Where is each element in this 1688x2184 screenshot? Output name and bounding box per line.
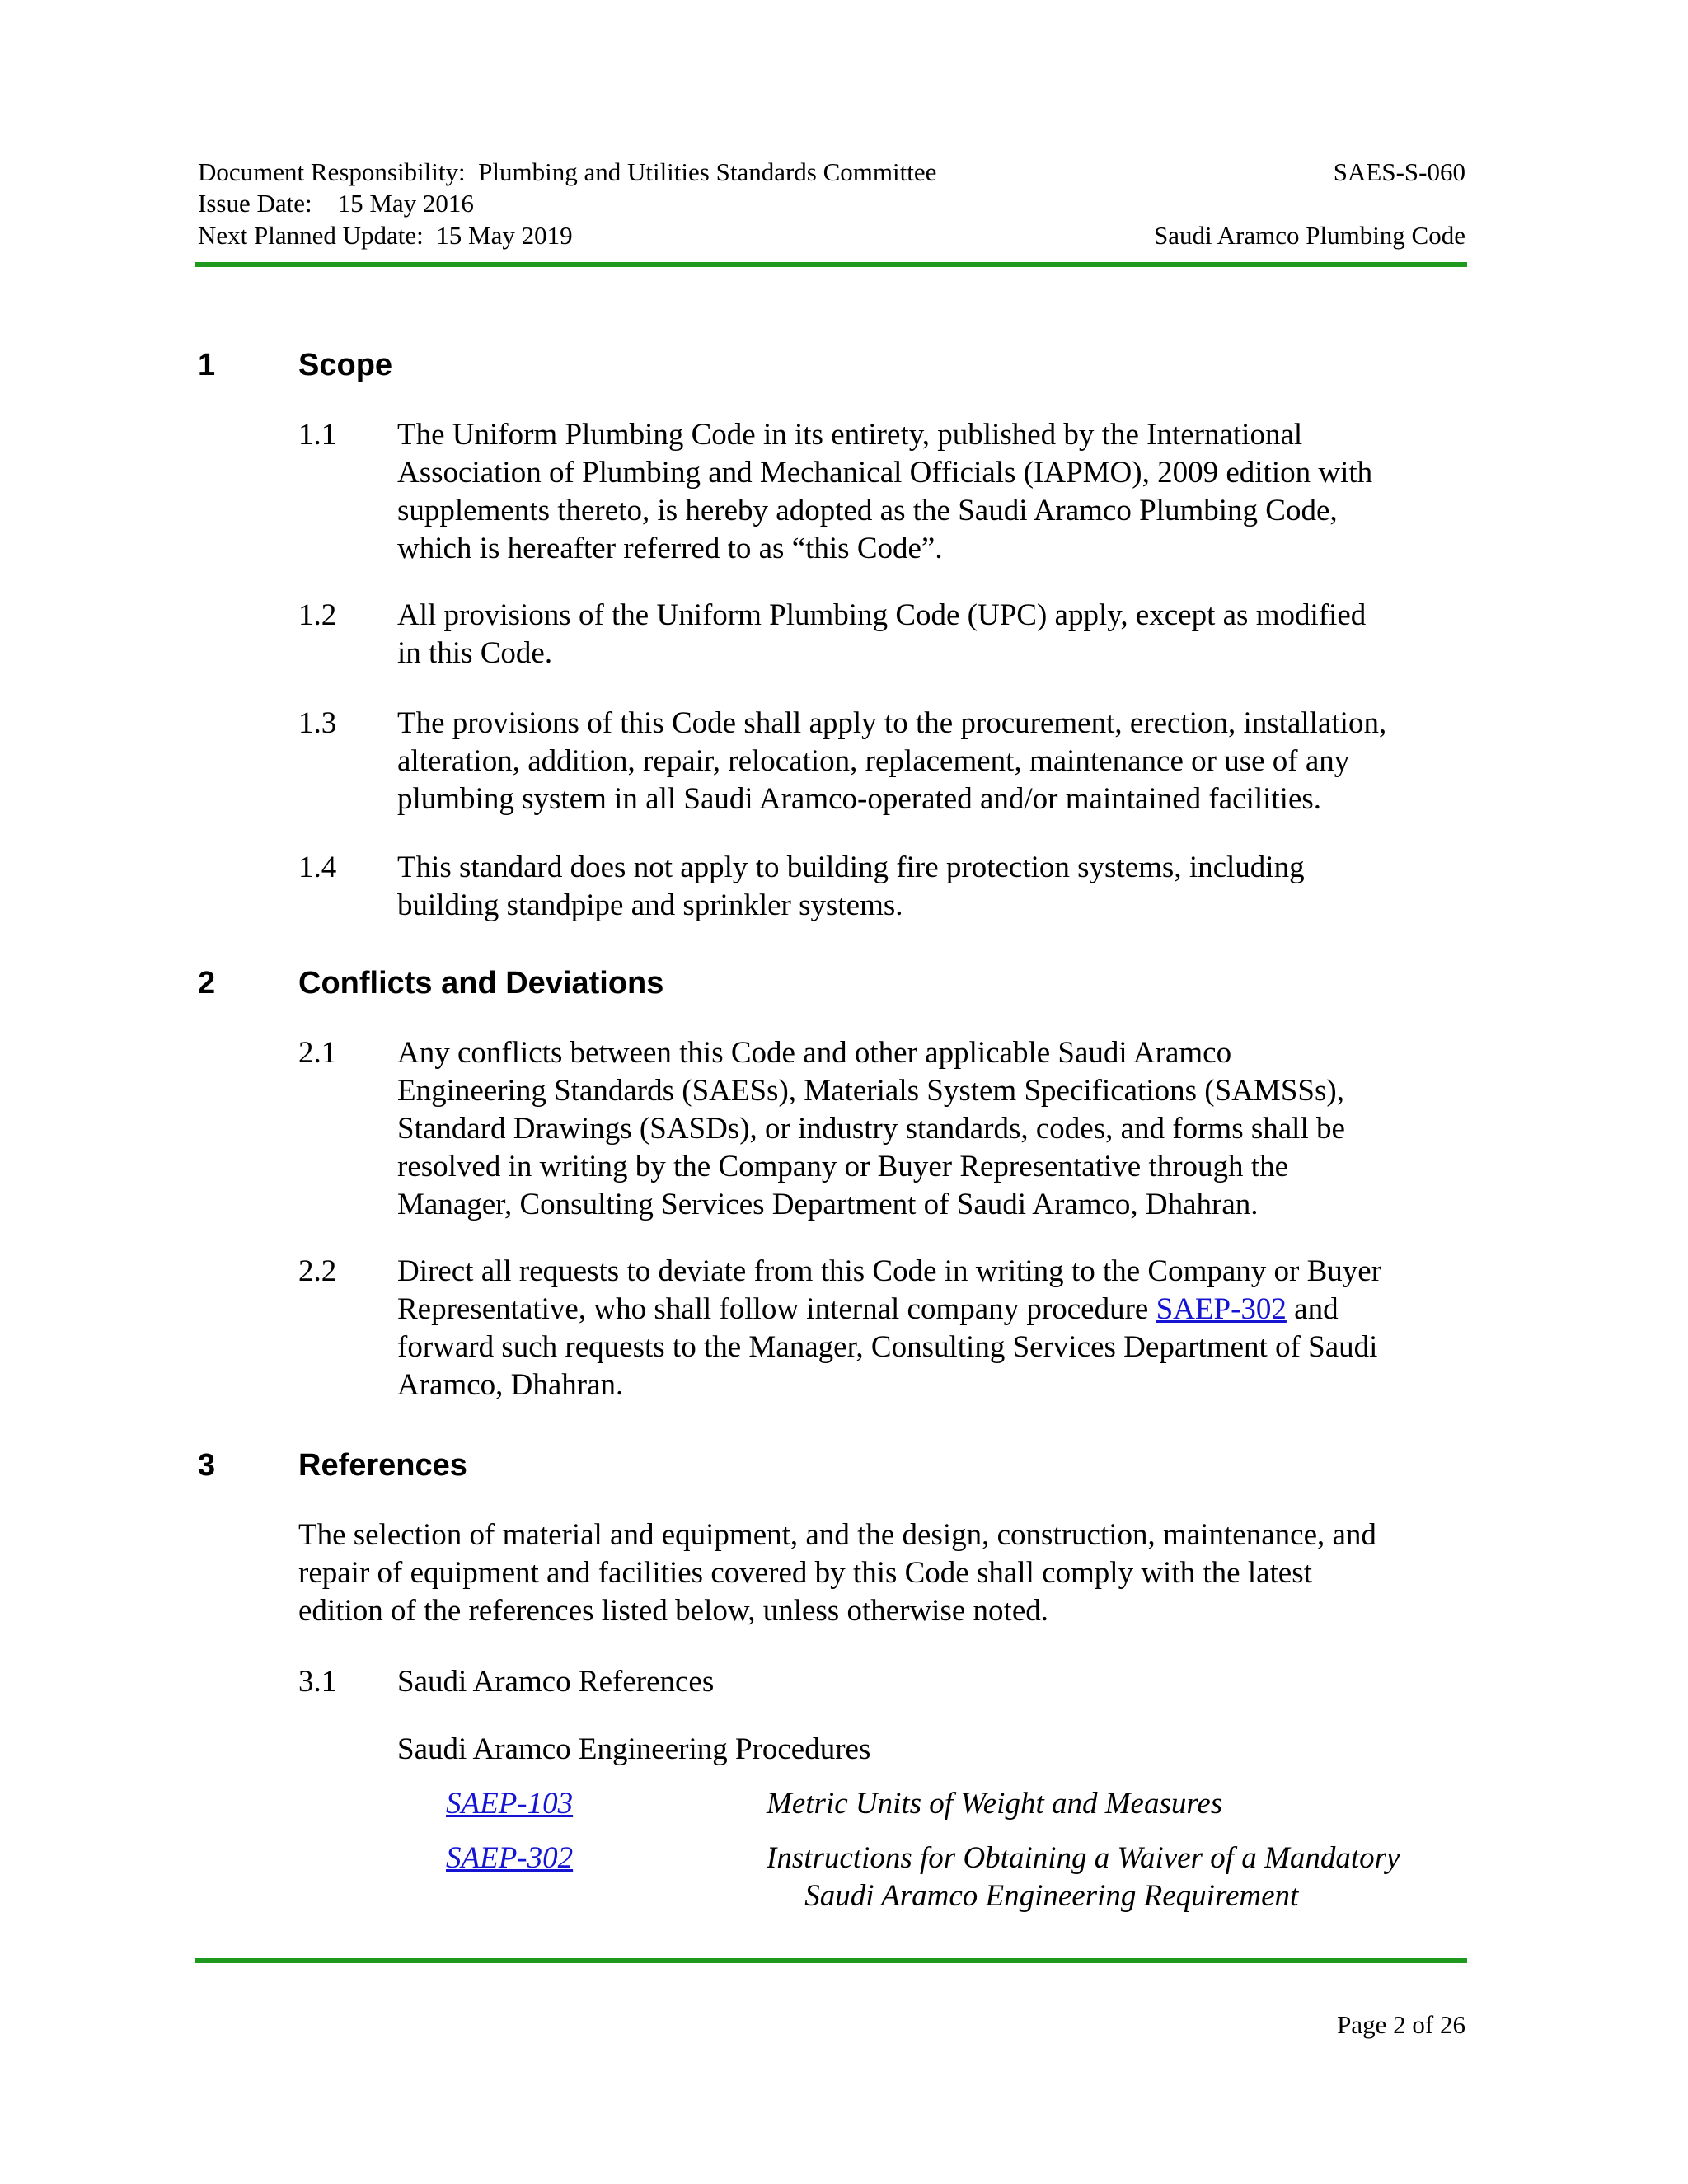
clause-number: 1.4 [298,851,337,884]
clause-text: Any conflicts between this Code and other applicable Saudi Aramco Engineering Standards (SAESs), Materials System Specifications (SAMSSs), Standard Drawings (SASDs), or industry standards, codes, and forms shall be resolved in writing by the Company or Buyer Representative through the Manager, Consulting Services Department of Saudi Aramco, Dhahran. [397,1036,1345,1221]
footer-rule [195,1958,1467,1963]
references-subheading: Saudi Aramco Engineering Procedures [397,1732,871,1766]
page-number: Page 2 of 26 [1337,2010,1465,2039]
clause-number: 3.1 [298,1665,337,1699]
clause-number: 1.1 [298,418,337,452]
section-title-scope: Scope [298,348,393,382]
saep-103-link[interactable]: SAEP-103 [446,1787,574,1821]
reference-title: Instructions for Obtaining a Waiver of a Mandatory Saudi Aramco Engineering Requirement [767,1841,1400,1913]
clause-text: All provisions of the Uniform Plumbing Code (UPC) apply, except as modified in this Code. [397,598,1367,670]
clause-text: This standard does not apply to building fire protection systems, including building standpipe and sprinkler systems. [397,851,1305,922]
references-intro: The selection of material and equipment, and the design, construction, maintenance, and repair of equipment and facilities covered by this Code shall comply with the latest edition of the references listed below, unless otherwise noted. [298,1518,1376,1628]
section-number: 1 [198,348,216,382]
clause-number: 2.2 [298,1254,337,1288]
clause-number: 1.2 [298,598,337,632]
clause-number: 1.3 [298,706,337,740]
clause-text-segment: Representative, who shall follow internal company procedure [397,1292,1156,1326]
section-title-references: References [298,1448,467,1483]
header-rule [195,262,1467,267]
next-planned-update: Next Planned Update: 15 May 2019 [198,221,573,250]
document-title: Saudi Aramco Plumbing Code [1153,221,1465,250]
saep-302-link[interactable]: SAEP-302 [1156,1292,1287,1326]
section-number: 3 [198,1448,216,1483]
reference-title: Metric Units of Weight and Measures [767,1787,1223,1821]
clause-text-line: forward such requests to the Manager, Consulting Services Department of Saudi [397,1330,1378,1364]
clause-text-line [397,1291,1339,1329]
clause-text: The provisions of this Code shall apply to the procurement, erection, installation, alteration, addition, repair, relocation, replacement, maintenance or use of any plumbing system in all Saudi Aramco-operated and/or maintained facilities. [397,706,1387,816]
document-responsibility: Document Responsibility: Plumbing and Utilities Standards Committee [198,157,937,186]
clause-text-segment: and [1286,1292,1339,1326]
clause-text: The Uniform Plumbing Code in its entirety, published by the International Association of Plumbing and Mechanical Officials (IAPMO), 2009 edition with supplements thereto, is hereby adopted as the Saudi Aramco Plumbing Code, which is hereafter referred to as “this Code”. [397,418,1373,565]
saep-302-ref-link[interactable]: SAEP-302 [446,1841,574,1875]
clause-text-line: Direct all requests to deviate from this Code in writing to the Company or Buyer [397,1254,1382,1288]
clause-text-line: Aramco, Dhahran. [397,1368,624,1402]
section-number: 2 [198,966,216,1001]
section-title-conflicts: Conflicts and Deviations [298,966,664,1001]
clause-number: 2.1 [298,1036,337,1070]
document-id: SAES-S-060 [1333,157,1465,186]
clause-title: Saudi Aramco References [397,1665,715,1699]
issue-date: Issue Date: 15 May 2016 [198,189,474,218]
